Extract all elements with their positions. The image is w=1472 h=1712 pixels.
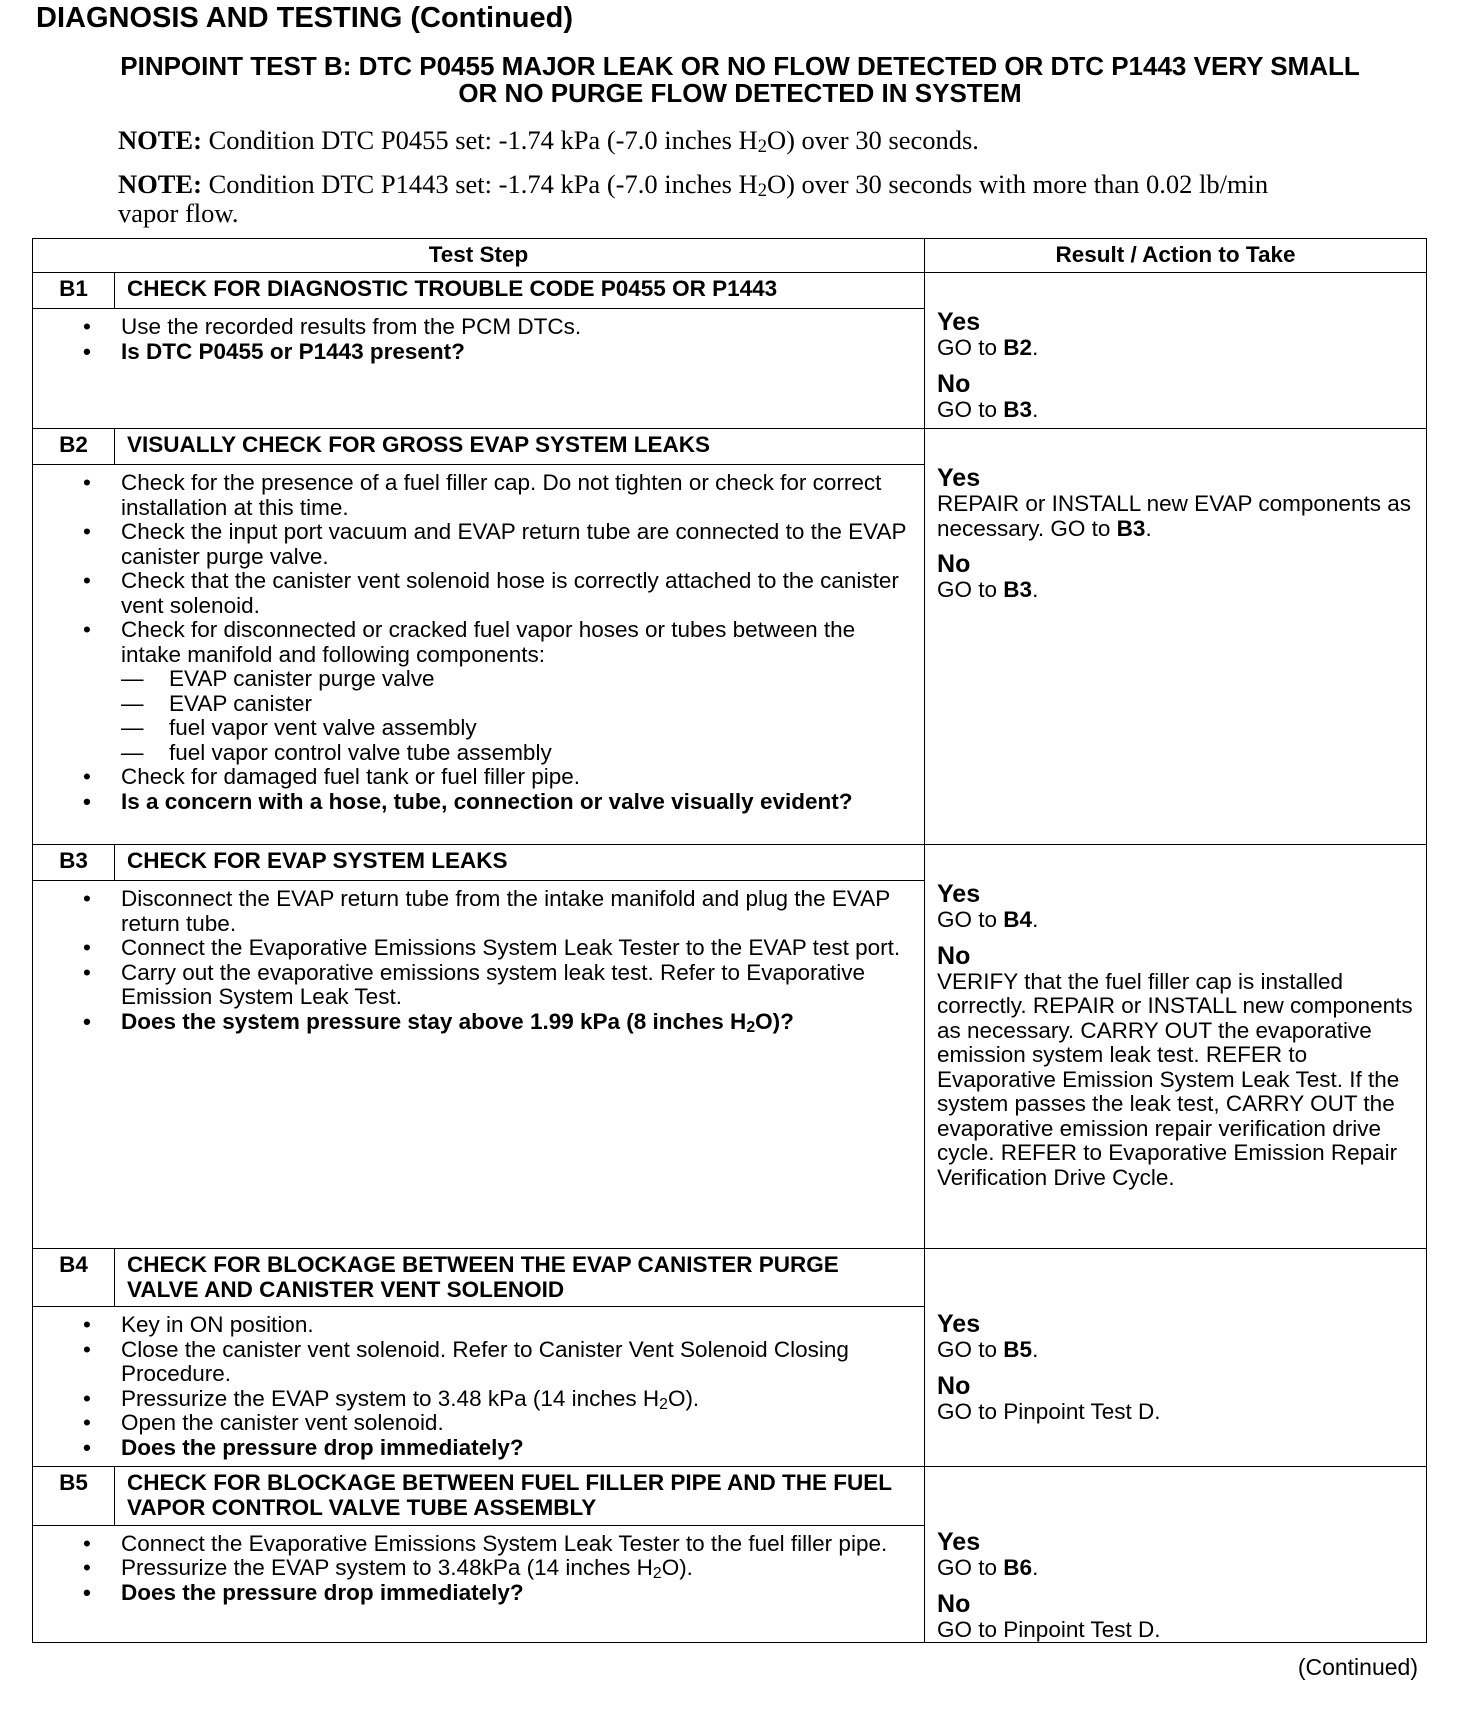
step-body <box>33 1525 925 1642</box>
step-item: • Connect the Evaporative Emissions System Leak Tester to the fuel filler pipe. <box>121 1532 916 1557</box>
step-result <box>925 1249 1427 1467</box>
step-item: • Key in ON position. <box>121 1313 916 1338</box>
step-question: • Does the system pressure stay above 1.99 kPa (8 inches $H_2O$)? <box>121 1010 916 1035</box>
step-item: • Close the canister vent solenoid. Refer to Canister Vent Solenoid Closing Procedure. <box>121 1338 916 1387</box>
component-item: — fuel vapor control valve tube assembly <box>169 741 916 766</box>
step-item: • Check for disconnected or cracked fuel vapor hoses or tubes between the intake manifold and following components: — EVAP canister purge valve — EVAP canister — fuel vapor vent valve assembly — fuel vapor control valve tube assembly <box>121 618 916 765</box>
step-result <box>925 273 1427 429</box>
step-question: • Is a concern with a hose, tube, connection or valve visually evident? <box>121 790 916 815</box>
yes-action: GO to B5. <box>937 1337 1039 1362</box>
no-action: GO to Pinpoint Test D. <box>937 1398 1161 1424</box>
step-body <box>33 1307 925 1467</box>
step-result <box>925 845 1427 1249</box>
step-title: VISUALLY CHECK FOR GROSS EVAP SYSTEM LEAKS <box>115 429 925 465</box>
step-item: • Check for the presence of a fuel filler cap. Do not tighten or check for correct installation at this time. <box>121 471 916 520</box>
note-label: NOTE: <box>118 169 202 199</box>
pinpoint-test-title <box>40 53 1440 107</box>
step-body <box>33 881 925 1249</box>
step-title: CHECK FOR DIAGNOSTIC TROUBLE CODE P0455 OR P1443 <box>115 273 925 309</box>
no-label: No <box>937 941 971 970</box>
step-item: • Check the input port vacuum and EVAP return tube are connected to the EVAP canister purge valve. <box>121 520 916 569</box>
yes-action: REPAIR or INSTALL new EVAP components as necessary. GO to B3. <box>937 491 1411 541</box>
no-action: VERIFY that the fuel filler cap is installed correctly. REPAIR or INSTALL new components as necessary. CARRY OUT the evaporative emission system leak test. REFER to Evaporative Emission System Leak Test. If the system passes the leak test, CARRY OUT the evaporative emission repair verification drive cycle. REFER to Evaporative Emission Repair Verification Drive Cycle. <box>937 968 1413 1190</box>
step-item: • Open the canister vent solenoid. <box>121 1411 916 1436</box>
step-id: B1 <box>33 273 115 309</box>
no-label: No <box>937 550 971 578</box>
step-id: B3 <box>33 845 115 881</box>
step-item: • Check that the canister vent solenoid hose is correctly attached to the canister vent solenoid. <box>121 569 916 618</box>
yes-label: Yes <box>937 1310 981 1338</box>
note-p1443: NOTE: Condition DTC P1443 set: -1.74 kPa (-7.0 inches $H_2O$) over 30 seconds with more than 0.02 lb/min vapor flow. <box>118 169 1269 228</box>
yes-label: Yes <box>937 880 981 908</box>
section-header: DIAGNOSIS AND TESTING (Continued) <box>36 2 574 34</box>
yes-action: GO to B2. <box>937 335 1039 360</box>
step-item: • Pressurize the EVAP system to 3.48kPa (14 inches $H_2O$). <box>121 1556 916 1581</box>
yes-label: Yes <box>937 464 981 492</box>
component-item: — fuel vapor vent valve assembly <box>169 716 916 741</box>
step-id: B4 <box>33 1249 115 1307</box>
step-id: B5 <box>33 1467 115 1526</box>
title-line-1: PINPOINT TEST B: DTC P0455 MAJOR LEAK OR NO FLOW DETECTED OR DTC P1443 VERY SMALL <box>120 51 1360 81</box>
no-label: No <box>937 1371 971 1400</box>
yes-action: GO to B4. <box>937 907 1039 932</box>
no-action: GO to B3. <box>937 577 1039 602</box>
column-header-result: Result / Action to Take <box>925 239 1427 273</box>
pinpoint-test-table <box>32 238 1427 1643</box>
step-title: CHECK FOR BLOCKAGE BETWEEN THE EVAP CANISTER PURGE VALVE AND CANISTER VENT SOLENOID <box>115 1249 925 1307</box>
step-item: • Pressurize the EVAP system to 3.48 kPa (14 inches $H_2O$). <box>121 1387 916 1412</box>
no-label: No <box>937 369 971 398</box>
note-p0455: NOTE: Condition DTC P0455 set: -1.74 kPa (-7.0 inches $H_2O$) over 30 seconds. <box>118 125 979 157</box>
step-item: • Check for damaged fuel tank or fuel filler pipe. <box>121 765 916 790</box>
component-item: — EVAP canister purge valve <box>169 667 916 692</box>
step-body <box>33 465 925 845</box>
component-item: — EVAP canister <box>169 692 916 717</box>
column-header-test-step: Test Step <box>33 239 925 273</box>
step-item: • Carry out the evaporative emissions system leak test. Refer to Evaporative Emission System Leak Test. <box>121 961 916 1010</box>
step-result <box>925 429 1427 845</box>
yes-label: Yes <box>937 1528 981 1556</box>
step-title: CHECK FOR BLOCKAGE BETWEEN FUEL FILLER PIPE AND THE FUEL VAPOR CONTROL VALVE TUBE ASSEMBLY <box>115 1467 925 1526</box>
step-body <box>33 309 925 429</box>
note-label: NOTE: <box>118 125 202 155</box>
step-id: B2 <box>33 429 115 465</box>
yes-action: GO to B6. <box>937 1555 1039 1580</box>
step-item: • Use the recorded results from the PCM DTCs. <box>121 315 916 340</box>
continued-label: (Continued) <box>1297 1654 1418 1680</box>
step-title: CHECK FOR EVAP SYSTEM LEAKS <box>115 845 925 881</box>
step-item: • Connect the Evaporative Emissions System Leak Tester to the EVAP test port. <box>121 936 916 961</box>
yes-label: Yes <box>937 308 981 336</box>
step-item: • Disconnect the EVAP return tube from the intake manifold and plug the EVAP return tube. <box>121 887 916 936</box>
no-label: No <box>937 1589 971 1618</box>
no-action: GO to Pinpoint Test D. <box>937 1616 1161 1642</box>
step-result <box>925 1467 1427 1643</box>
step-question: • Does the pressure drop immediately? <box>121 1581 916 1606</box>
no-action: GO to B3. <box>937 396 1039 422</box>
step-question: • Is DTC P0455 or P1443 present? <box>121 340 916 365</box>
step-question: • Does the pressure drop immediately? <box>121 1436 916 1461</box>
title-line-2: OR NO PURGE FLOW DETECTED IN SYSTEM <box>458 78 1022 108</box>
